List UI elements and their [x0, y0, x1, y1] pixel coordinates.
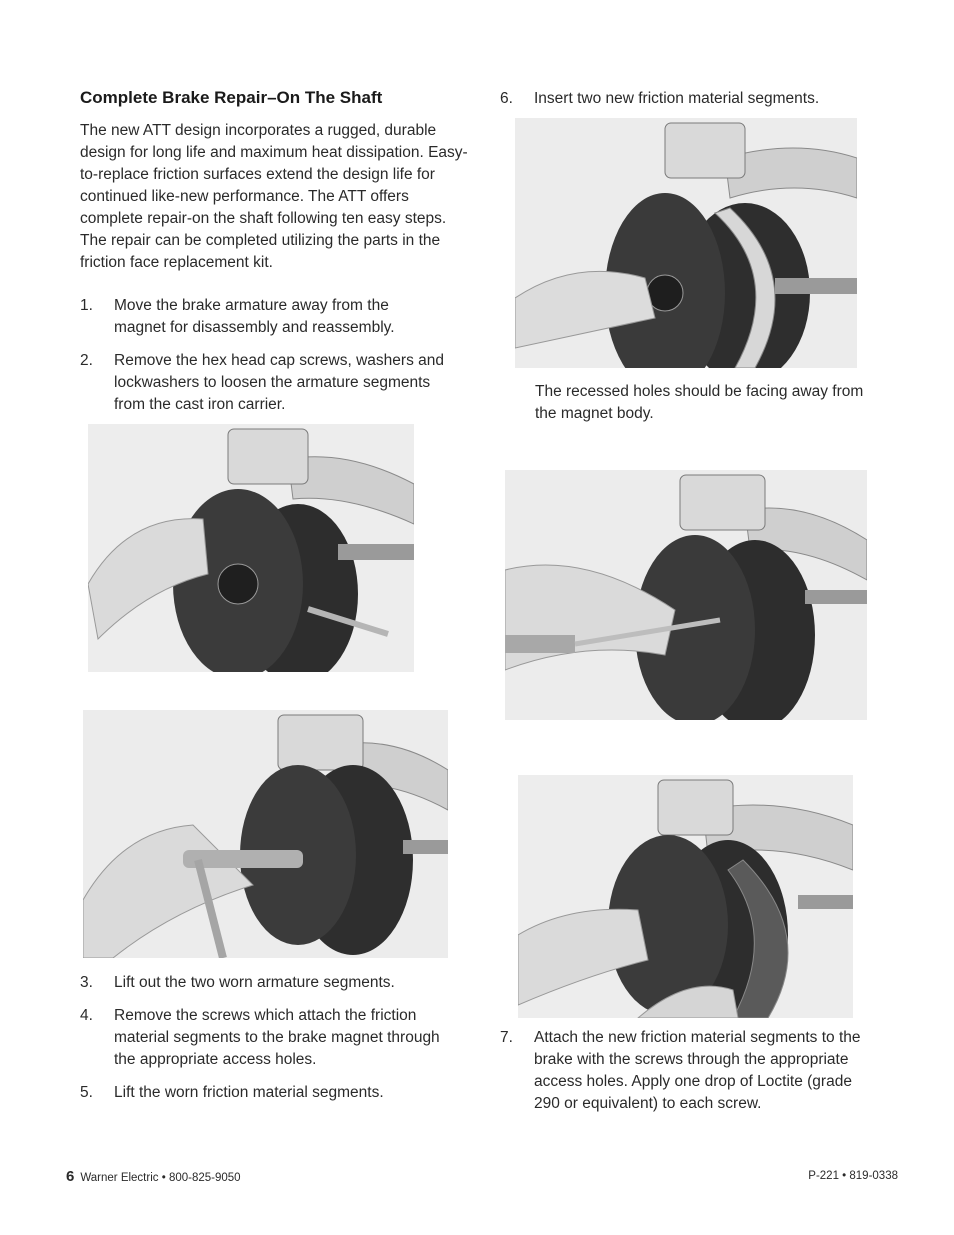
footer-separator: • [161, 1172, 166, 1184]
section-title: Complete Brake Repair–On The Shaft [80, 88, 383, 107]
intro-paragraph: The new ATT design incorporates a rugged, durable design for long life and maximum heat dissipation. Easy-to-replace friction surfaces extend the design life for continued like-new performance. The ATT offers complete repair-on the shaft following ten easy steps. The repair can be completed utilizing the parts in the friction face replacement kit. [80, 122, 468, 271]
step-text: Remove the hex head cap screws, washers and lockwashers to loosen the armature segments from the cast iron carrier. [114, 352, 444, 413]
footer-doc-code: P-221 • 819-0338 [808, 1170, 898, 1182]
photo-remove-cap-screws [88, 424, 414, 672]
page-number: 6 [66, 1168, 75, 1185]
step-text: Move the brake armature away from the magnet for disassembly and reassembly. [114, 297, 395, 336]
step-text: Lift the worn friction material segments. [114, 1084, 384, 1101]
photo-attach-friction-segments [518, 775, 853, 1018]
step-5 [80, 1082, 470, 1104]
step-number: 2. [80, 352, 93, 369]
step-6 [500, 88, 880, 110]
photo-lift-armature-segments [83, 710, 448, 958]
step-text: Insert two new friction material segments. [534, 90, 820, 107]
step-number: 7. [500, 1029, 513, 1046]
footer-phone: 800-825-9050 [168, 1172, 241, 1184]
step-6-note: The recessed holes should be facing away from the magnet body. [535, 383, 864, 422]
step-number: 6. [500, 90, 513, 107]
step-number: 1. [80, 297, 93, 314]
step-number: 4. [80, 1007, 93, 1024]
footer-left [66, 1168, 241, 1185]
step-3 [80, 972, 470, 994]
step-7 [500, 1027, 880, 1137]
step-text: Remove the screws which attach the friction material segments to the brake magnet through the appropriate access holes. [114, 1007, 440, 1068]
step-text: Attach the new friction material segments to the brake with the screws through the appropriate access holes. Apply one drop of Loctite (grade 290 or equivalent) to each screw. [534, 1029, 861, 1112]
photo-remove-friction-screws [505, 470, 867, 720]
step-1 [80, 295, 470, 339]
step-4 [80, 1005, 470, 1071]
step-text: Lift out the two worn armature segments. [114, 974, 395, 991]
step-2 [80, 350, 470, 416]
photo-insert-friction-segments [515, 118, 857, 368]
step-number: 3. [80, 974, 93, 991]
footer-company: Warner Electric [80, 1172, 159, 1184]
step-number: 5. [80, 1084, 93, 1101]
